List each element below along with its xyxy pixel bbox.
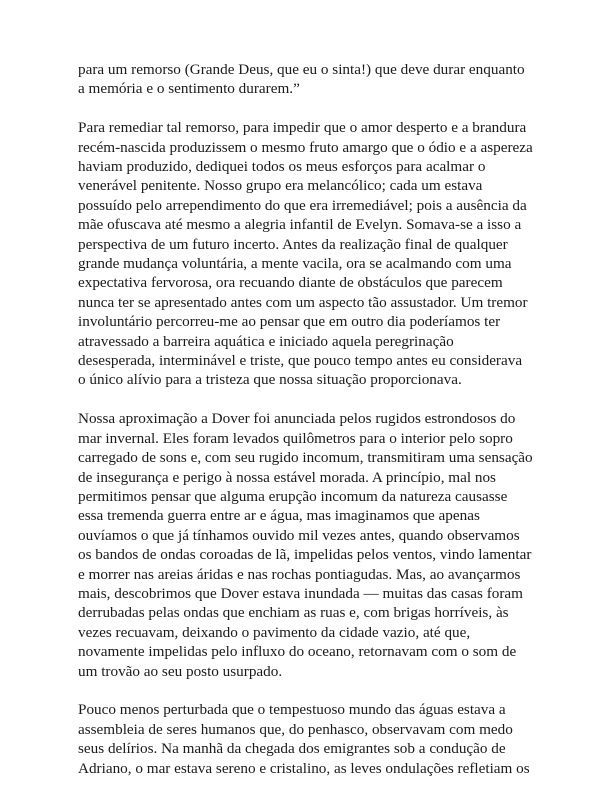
paragraph-2: Para remediar tal remorso, para impedir que o amor desperto e a brandura recém-nascida produzissem o mesmo fruto amargo que o ódio e a aspereza haviam produzido, dediquei todos os meus esforços para acalmar o venerável penitente. Nosso grupo era melancólico; cada um estava possuído pelo arrependimento do que era irremediável; pois a ausência da mãe ofuscava até mesmo a alegria infantil de Evelyn. Somava-se a isso a perspectiva de um futuro incerto. Antes da realização final de qualquer grande mudança voluntária, a mente vacila, ora se acalmando com uma expectativa fervorosa, ora recuando diante de obstáculos que parecem nunca ter se apresentado antes com um aspecto tão assustador. Um tremor involuntário percorreu-me ao pensar que em outro dia poderíamos ter atravessado a barreira aquática e iniciado aquela peregrinação desesperada, interminável e triste, que pouco tempo antes eu considerava o único alívio para a tristeza que nossa situação proporcionava. [78, 119, 533, 389]
paragraph-4: Pouco menos perturbada que o tempestuoso mundo das águas estava a assembleia de seres humanos que, do penhasco, observavam com medo seus delírios. Na manhã da chegada dos emigrantes sob a condução de Adriano, o mar estava sereno e cristalino, as leves ondulações refletiam os [78, 701, 530, 777]
paragraph-1: para um remorso (Grande Deus, que eu o sinta!) que deve durar enquanto a memória e o sentimento durarem.” [78, 61, 525, 98]
document-page [78, 60, 533, 797]
paragraph-3: Nossa aproximação a Dover foi anunciada pelos rugidos estrondosos do mar invernal. Eles foram levados quilômetros para o interior pelo sopro carregado de sons e, com seu rugido incomum, transmitiram uma sensação de insegurança e perigo à nossa estável morada. A princípio, mal nos permitimos pensar que alguma erupção incomum da natureza causasse essa tremenda guerra entre ar e água, mas imaginamos que apenas ouvíamos o que já tínhamos ouvido mil vezes antes, quando observamos os bandos de ondas coroadas de lã, impelidas pelos ventos, vindo lamentar e morrer nas areias áridas e nas rochas pontiagudas. Mas, ao avançarmos mais, descobrimos que Dover estava inundada — muitas das casas foram derrubadas pelas ondas que enchiam as ruas e, com brigas horríveis, às vezes recuavam, deixando o pavimento da cidade vazio, até que, novamente impelidas pelo influxo do oceano, retornavam com o som de um trovão ao seu posto usurpado. [78, 410, 533, 680]
